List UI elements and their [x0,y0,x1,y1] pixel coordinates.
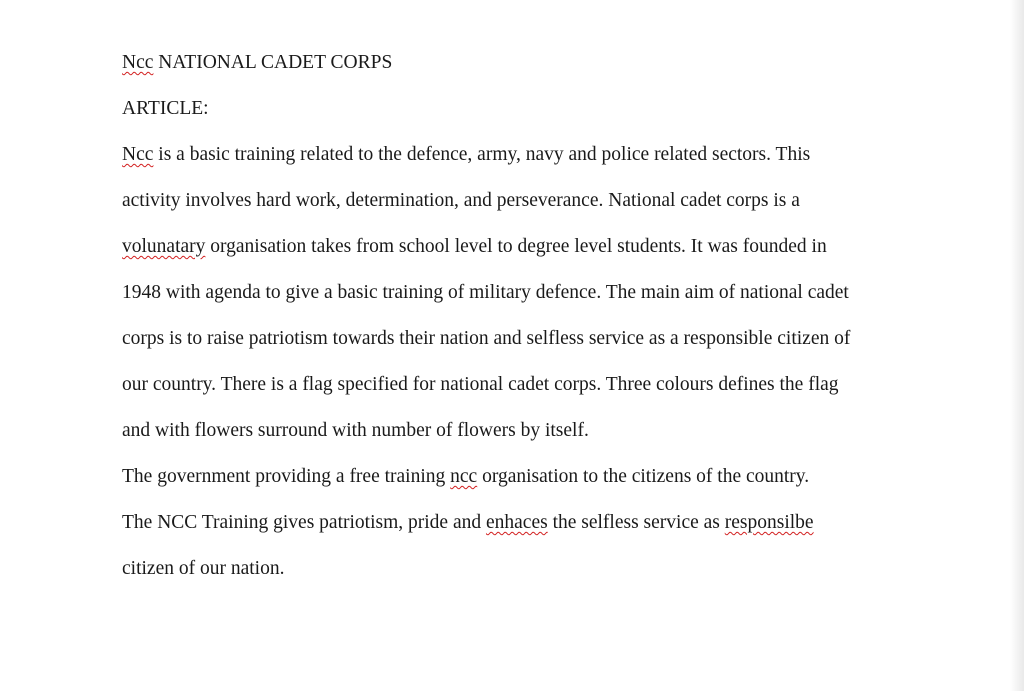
paragraph-text: organisation to the citizens of the country. [477,466,810,487]
paragraph-line: activity involves hard work, determination, and perseverance. National cadet corps is a [122,190,800,211]
paragraph-line: citizen of our nation. [122,558,285,579]
paragraph-line: corps is to raise patriotism towards their nation and selfless service as a responsible citizen of [122,328,851,349]
document-heading [122,48,912,94]
misspelled-word[interactable]: enhaces [485,512,548,533]
document-body[interactable] [122,48,912,600]
paragraph-line [122,508,912,554]
paragraph-line [122,462,912,508]
paragraph-text: The government providing a free training [122,466,451,487]
misspelled-word[interactable]: responsilbe [724,512,814,533]
paragraph-line: our country. There is a flag specified for national cadet corps. Three colours defines the flag [122,374,839,395]
paragraph-text: organisation takes from school level to degree level students. It was founded in [205,236,827,257]
misspelled-word[interactable]: Ncc [122,144,154,165]
paragraph-line: and with flowers surround with number of flowers by itself. [122,420,589,441]
misspelled-word[interactable]: volunatary [122,236,206,257]
misspelled-word[interactable]: ncc [450,466,478,487]
paragraph-line: 1948 with agenda to give a basic training of military defence. The main aim of national cadet [122,282,849,303]
paragraph-line [122,140,912,186]
paragraph-text: the selfless service as [547,512,725,533]
misspelled-word[interactable]: Ncc [122,52,154,73]
paragraph-text: The NCC Training gives patriotism, pride and [122,512,486,533]
paragraph-text: is a basic training related to the defence, army, navy and police related sectors. This [153,144,811,165]
article-label: ARTICLE: [122,98,209,119]
paragraph-line [122,232,912,278]
page-edge-shadow [1010,0,1024,691]
heading-text: NATIONAL CADET CORPS [153,52,393,73]
